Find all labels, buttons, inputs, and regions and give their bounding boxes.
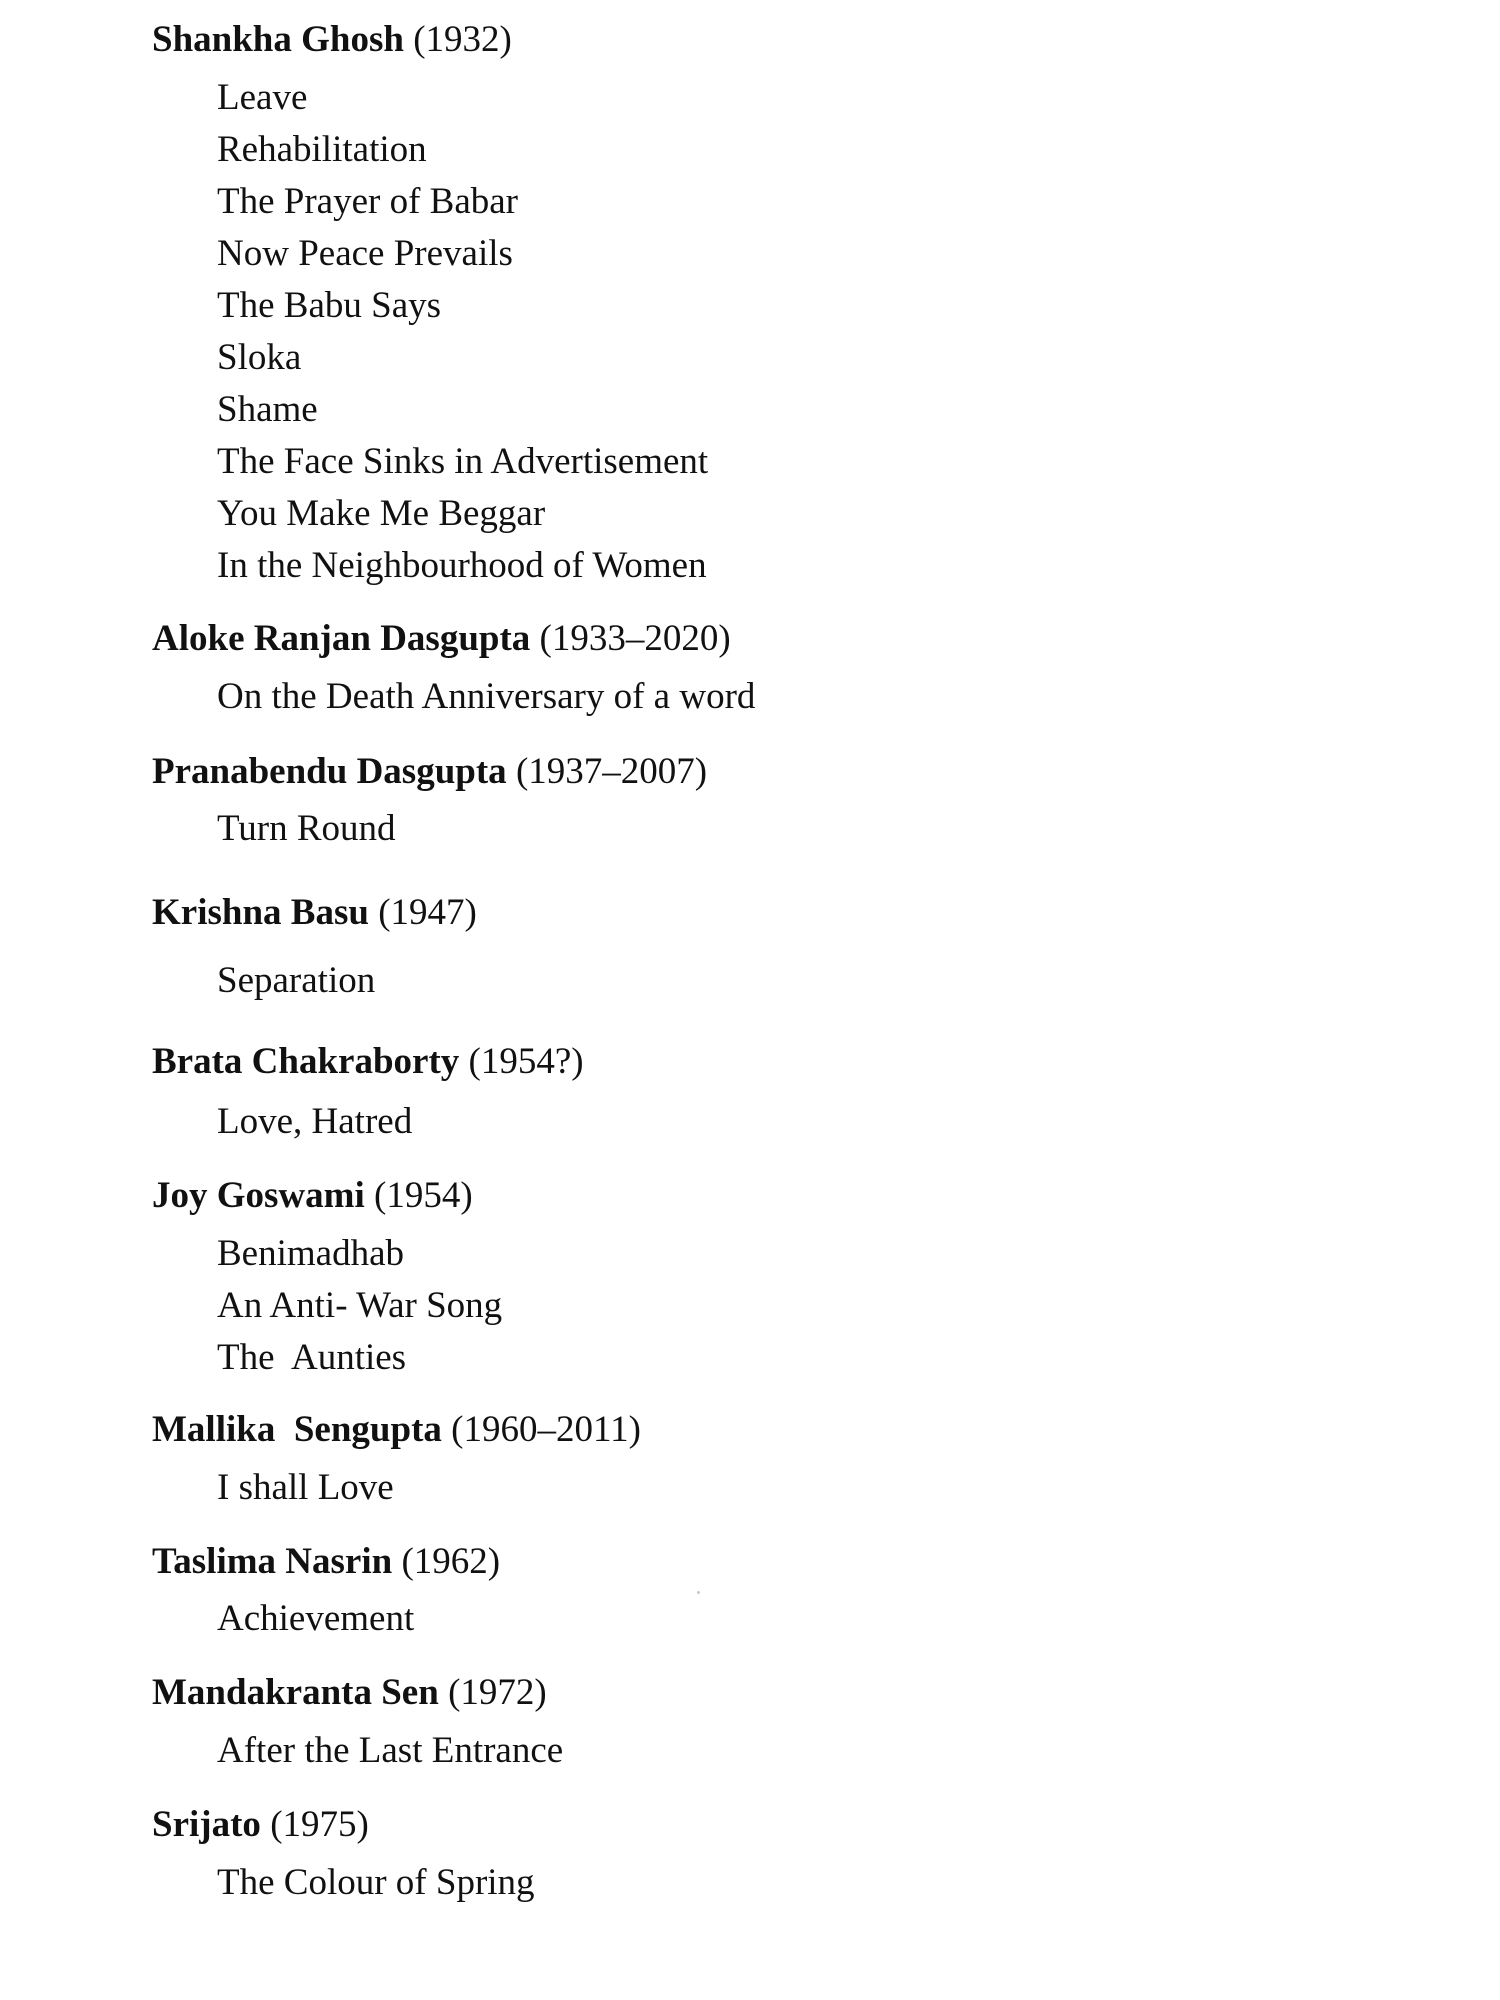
author-years: (1954?) [468, 1041, 584, 1082]
author-heading [152, 752, 707, 792]
poem-title: Rehabilitation [217, 129, 427, 170]
author-name: Mallika Sengupta [152, 1409, 442, 1450]
poem-title: Love, Hatred [217, 1101, 413, 1142]
author-heading [152, 893, 477, 933]
poem-title: The Aunties [217, 1337, 407, 1378]
author-heading [152, 20, 512, 60]
author-name: Srijato [152, 1804, 261, 1845]
author-years: (1947) [378, 892, 477, 933]
author-heading [152, 1042, 584, 1082]
author-years: (1975) [270, 1804, 369, 1845]
author-heading [152, 1673, 547, 1713]
author-years: (1972) [448, 1672, 547, 1713]
author-heading [152, 1410, 641, 1450]
author-heading [152, 1176, 473, 1216]
poem-title: You Make Me Beggar [217, 493, 546, 534]
poem-title: An Anti- War Song [217, 1285, 503, 1326]
author-heading [152, 619, 731, 659]
author-years: (1962) [401, 1541, 501, 1582]
author-name: Pranabendu Dasgupta [152, 751, 507, 792]
author-years: (1937–2007) [515, 751, 708, 792]
poem-title: The Babu Says [217, 285, 442, 326]
poem-title: The Prayer of Babar [217, 181, 519, 222]
author-name: Joy Goswami [152, 1175, 365, 1216]
author-name: Aloke Ranjan Dasgupta [152, 618, 531, 659]
author-name: Brata Chakraborty [152, 1041, 460, 1082]
poem-title: Now Peace Prevails [217, 233, 513, 274]
poem-title: In the Neighbourhood of Women [217, 545, 707, 586]
poem-title: Separation [217, 960, 376, 1001]
author-years: (1960–2011) [451, 1409, 641, 1450]
poem-title: Turn Round [217, 808, 396, 849]
author-years: (1954) [374, 1175, 473, 1216]
poem-title: Sloka [217, 337, 302, 378]
scan-speck [697, 1591, 700, 1594]
author-heading [152, 1805, 369, 1845]
poem-title: Achievement [217, 1598, 415, 1639]
author-name: Krishna Basu [152, 892, 369, 933]
author-name: Shankha Ghosh [152, 19, 404, 60]
poem-title: After the Last Entrance [217, 1730, 564, 1771]
poem-title: Leave [217, 77, 308, 118]
poem-title: Benimadhab [217, 1233, 405, 1274]
poem-title: The Face Sinks in Advertisement [217, 441, 709, 482]
author-heading [152, 1542, 500, 1582]
poem-title: On the Death Anniversary of a word [217, 676, 756, 717]
poem-title: I shall Love [217, 1467, 394, 1508]
poem-title: The Colour of Spring [217, 1862, 535, 1903]
poem-title: Shame [217, 389, 318, 430]
author-name: Mandakranta Sen [152, 1672, 439, 1713]
author-years: (1932) [413, 19, 512, 60]
author-name: Taslima Nasrin [152, 1541, 393, 1582]
author-years: (1933–2020) [539, 618, 731, 659]
